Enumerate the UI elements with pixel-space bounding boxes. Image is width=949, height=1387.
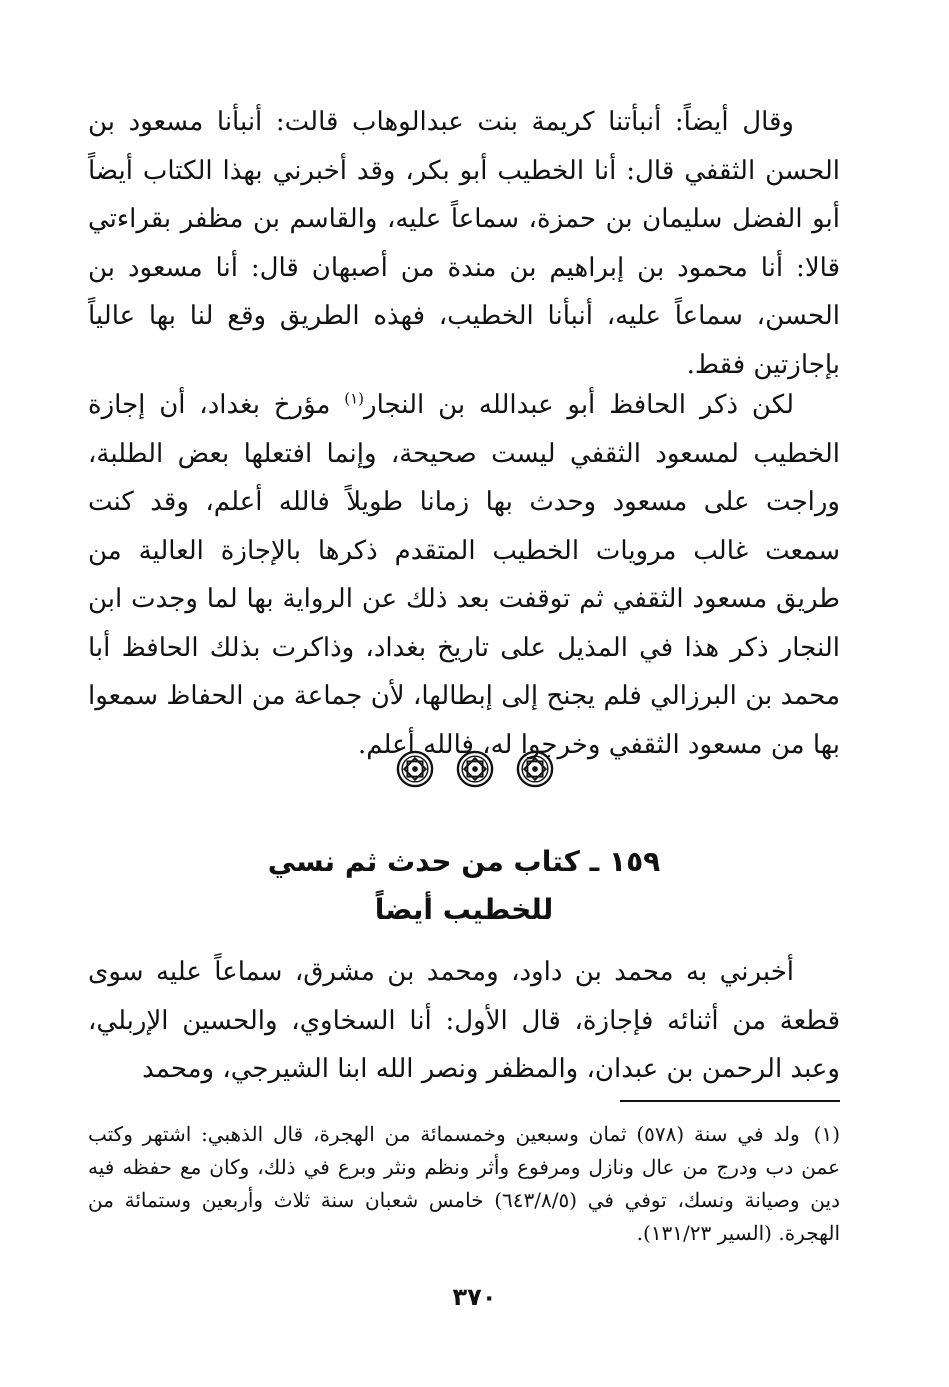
rosette-ornament-icon — [396, 750, 434, 788]
section-heading — [88, 838, 840, 934]
paragraph-1 — [88, 98, 840, 389]
section-title-line-2: للخطيب أيضاً — [374, 893, 554, 926]
section-title-line-1: ١٥٩ ـ كتاب من حدث ثم نسي — [267, 845, 661, 878]
footnote-text: ولد في سنة (٥٧٨) ثمان وسبعين وخمسمائة من الهجرة، قال الذهبي: اشتهر وكتب عمن دب ودرج من عال ونازل ومرفوع وأثر ونظم ونثر وبرع في ذلك، وكان مع حفظه فيه دين وصيانة ونسك، توفي في (٦٤٣/٨/٥) خامس شعبان سنة ثلاث وأربعين وستمائة من الهجرة. (السير ١٣١/٢٣). — [88, 1122, 840, 1245]
paragraph-3-text: أخبرني به محمد بن داود، ومحمد بن مشرق، سماعاً عليه سوى قطعة من أثنائه فإجازة، قال الأول: أنا السخاوي، والحسين الإربلي، وعبد الرحمن بن عبدان، والمظفر ونصر الله ابنا الشيرجي، ومحمد — [88, 957, 840, 1084]
paragraph-2-part-1: لكن ذكر الحافظ أبو عبدالله بن النجار — [364, 390, 795, 420]
footnote-separator — [620, 1100, 840, 1102]
paragraph-2 — [88, 381, 840, 769]
page-number: ٣٧٠ — [452, 1283, 497, 1311]
footnote-reference[interactable]: (١) — [344, 389, 365, 408]
paragraph-1-text: وقال أيضاً: أنبأتنا كريمة بنت عبدالوهاب قالت: أنبأنا مسعود بن الحسن الثقفي قال: أنا الخطيب أبو بكر، وقد أخبرني بهذا الكتاب أيضاً أبو الفضل سليمان بن حمزة، سماعاً عليه، والقاسم بن مظفر بقراءتي قالا: أنا محمود بن إبراهيم بن مندة من أصبهان قال: أنا مسعود بن الحسن، سماعاً عليه، أنبأنا الخطيب، فهذه الطريق وقع لنا بها عالياً بإجازتين فقط. — [88, 107, 840, 380]
footnote-number: (١) — [813, 1122, 840, 1146]
footnote — [88, 1118, 840, 1250]
paragraph-2-part-2: مؤرخ بغداد، أن إجازة الخطيب لمسعود الثقفي ليست صحيحة، وإنما افتعلها بعض الطلبة، وراجت على مسعود وحدث بها زمانا طويلاً فالله أعلم، وقد كنت سمعت غالب مرويات الخطيب المتقدم ذكرها بالإجازة العالية من طريق مسعود الثقفي ثم توقفت بعد ذلك عن الرواية بها لما وجدت ابن النجار ذكر هذا في المذيل على تاريخ بغداد، وذاكرت بذلك الحافظ أبا محمد بن البرزالي فلم يجنح إلى إبطالها، لأن جماعة من الحفاظ سمعوا بها من مسعود الثقفي وخرجوا له، فالله أعلم. — [88, 390, 840, 760]
paragraph-2-text — [88, 381, 840, 769]
rosette-ornament-icon — [456, 750, 494, 788]
rosette-ornament-icon — [516, 750, 554, 788]
section-divider-ornaments — [0, 750, 949, 788]
paragraph-3 — [88, 948, 840, 1094]
